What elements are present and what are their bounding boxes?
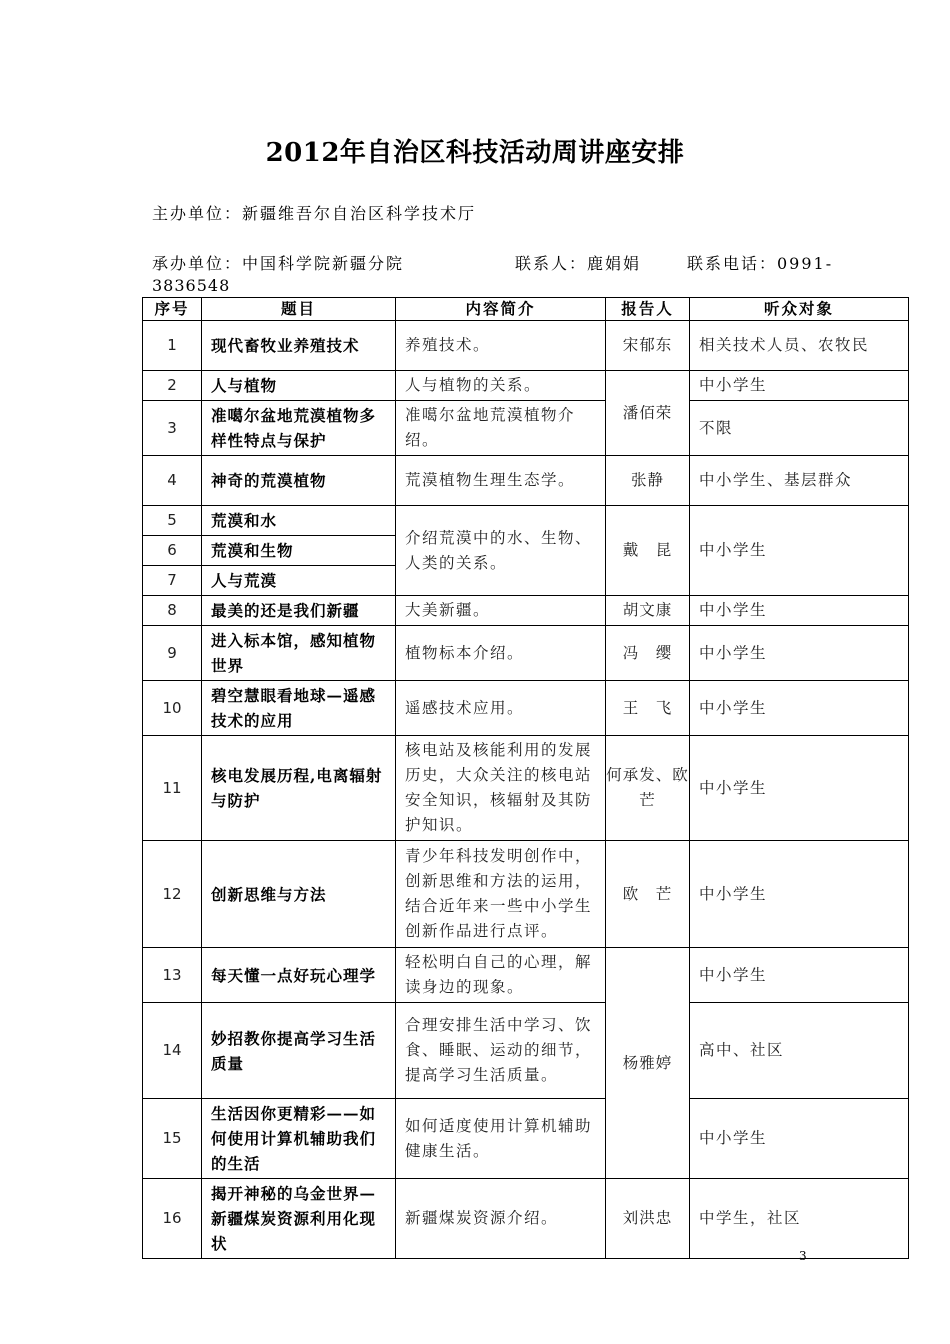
row-description: 如何适度使用计算机辅助健康生活。 xyxy=(396,1099,606,1179)
row-description: 介绍荒漠中的水、生物、人类的关系。 xyxy=(396,506,606,596)
table-header-row xyxy=(143,298,909,321)
row-topic: 人与植物 xyxy=(202,371,396,401)
row-description: 养殖技术。 xyxy=(396,321,606,371)
row-number: 8 xyxy=(143,596,202,626)
header-number: 序号 xyxy=(143,298,202,321)
table-row xyxy=(143,948,909,1003)
row-description: 轻松明白自己的心理，解读身边的现象。 xyxy=(396,948,606,1003)
table-row xyxy=(143,1179,909,1259)
row-description: 大美新疆。 xyxy=(396,596,606,626)
header-topic: 题目 xyxy=(202,298,396,321)
row-topic: 进入标本馆，感知植物世界 xyxy=(202,626,396,681)
row-reporter: 胡文康 xyxy=(606,596,690,626)
row-description: 新疆煤炭资源介绍。 xyxy=(396,1179,606,1259)
table-row xyxy=(143,456,909,506)
row-audience: 中小学生 xyxy=(690,1099,909,1179)
row-number: 14 xyxy=(143,1003,202,1099)
row-audience: 中小学生 xyxy=(690,626,909,681)
header-audience: 听众对象 xyxy=(690,298,909,321)
row-reporter: 潘佰荣 xyxy=(606,371,690,456)
undertaker: 承办单位：中国科学院新疆分院 xyxy=(152,254,405,273)
row-number: 12 xyxy=(143,841,202,948)
table-row xyxy=(143,626,909,681)
row-topic: 荒漠和水 xyxy=(202,506,396,536)
row-audience: 中小学生 xyxy=(690,506,909,596)
row-reporter: 王 飞 xyxy=(606,681,690,736)
row-topic: 准噶尔盆地荒漠植物多样性特点与保护 xyxy=(202,401,396,456)
row-description: 青少年科技发明创作中，创新思维和方法的运用，结合近年来一些中小学生创新作品进行点评。 xyxy=(396,841,606,948)
row-description: 植物标本介绍。 xyxy=(396,626,606,681)
table-row xyxy=(143,736,909,841)
row-description: 荒漠植物生理生态学。 xyxy=(396,456,606,506)
lecture-schedule-table xyxy=(142,297,909,1259)
row-number: 6 xyxy=(143,536,202,566)
row-number: 1 xyxy=(143,321,202,371)
row-topic: 现代畜牧业养殖技术 xyxy=(202,321,396,371)
table-row xyxy=(143,401,909,456)
row-topic: 每天懂一点好玩心理学 xyxy=(202,948,396,1003)
row-topic: 生活因你更精彩——如何使用计算机辅助我们的生活 xyxy=(202,1099,396,1179)
row-number: 16 xyxy=(143,1179,202,1259)
row-number: 10 xyxy=(143,681,202,736)
undertaker-line xyxy=(152,251,834,274)
row-number: 11 xyxy=(143,736,202,841)
table-row xyxy=(143,1003,909,1099)
table-row xyxy=(143,371,909,401)
table-row xyxy=(143,1099,909,1179)
row-reporter: 宋郁东 xyxy=(606,321,690,371)
page-number: 3 xyxy=(799,1249,807,1263)
row-reporter: 欧 芒 xyxy=(606,841,690,948)
row-audience: 中小学生 xyxy=(690,948,909,1003)
row-audience: 不限 xyxy=(690,401,909,456)
row-audience: 中小学生 xyxy=(690,596,909,626)
row-topic: 揭开神秘的乌金世界—新疆煤炭资源利用化现状 xyxy=(202,1179,396,1259)
row-audience: 中小学生 xyxy=(690,736,909,841)
row-number: 5 xyxy=(143,506,202,536)
row-audience: 中小学生、基层群众 xyxy=(690,456,909,506)
row-audience: 中小学生 xyxy=(690,371,909,401)
row-audience: 相关技术人员、农牧民 xyxy=(690,321,909,371)
row-reporter: 冯 缨 xyxy=(606,626,690,681)
row-topic: 神奇的荒漠植物 xyxy=(202,456,396,506)
row-topic: 碧空慧眼看地球—遥感技术的应用 xyxy=(202,681,396,736)
header-description: 内容简介 xyxy=(396,298,606,321)
table-row xyxy=(143,506,909,536)
row-audience: 中小学生 xyxy=(690,681,909,736)
table-row xyxy=(143,596,909,626)
contact-phone-continued: 3836548 xyxy=(152,276,231,295)
row-number: 13 xyxy=(143,948,202,1003)
row-description: 核电站及核能利用的发展历史，大众关注的核电站安全知识，核辐射及其防护知识。 xyxy=(396,736,606,841)
header-reporter: 报告人 xyxy=(606,298,690,321)
organizer-line: 主办单位：新疆维吾尔自治区科学技术厅 xyxy=(152,204,477,223)
row-topic: 荒漠和生物 xyxy=(202,536,396,566)
row-description: 合理安排生活中学习、饮食、睡眠、运动的细节，提高学习生活质量。 xyxy=(396,1003,606,1099)
row-number: 2 xyxy=(143,371,202,401)
row-description: 准噶尔盆地荒漠植物介绍。 xyxy=(396,401,606,456)
row-description: 人与植物的关系。 xyxy=(396,371,606,401)
row-topic: 创新思维与方法 xyxy=(202,841,396,948)
row-topic: 最美的还是我们新疆 xyxy=(202,596,396,626)
row-topic: 人与荒漠 xyxy=(202,566,396,596)
row-number: 4 xyxy=(143,456,202,506)
page-title: 2012年自治区科技活动周讲座安排 xyxy=(265,138,685,168)
row-number: 7 xyxy=(143,566,202,596)
row-number: 15 xyxy=(143,1099,202,1179)
row-audience: 高中、社区 xyxy=(690,1003,909,1099)
table-row xyxy=(143,321,909,371)
table-row xyxy=(143,841,909,948)
table-row xyxy=(143,681,909,736)
row-description: 遥感技术应用。 xyxy=(396,681,606,736)
contact-person: 联系人：鹿娟娟 xyxy=(515,254,642,273)
row-reporter: 刘洪忠 xyxy=(606,1179,690,1259)
row-reporter: 戴 昆 xyxy=(606,506,690,596)
row-reporter: 何承发、欧芒 xyxy=(606,736,690,841)
row-audience: 中小学生 xyxy=(690,841,909,948)
row-number: 9 xyxy=(143,626,202,681)
row-reporter: 张静 xyxy=(606,456,690,506)
row-topic: 妙招教你提高学习生活质量 xyxy=(202,1003,396,1099)
row-reporter: 杨雅婷 xyxy=(606,948,690,1179)
contact-phone: 联系电话：0991- xyxy=(687,254,834,273)
row-audience: 中学生，社区 xyxy=(690,1179,909,1259)
row-topic: 核电发展历程,电离辐射与防护 xyxy=(202,736,396,841)
row-number: 3 xyxy=(143,401,202,456)
